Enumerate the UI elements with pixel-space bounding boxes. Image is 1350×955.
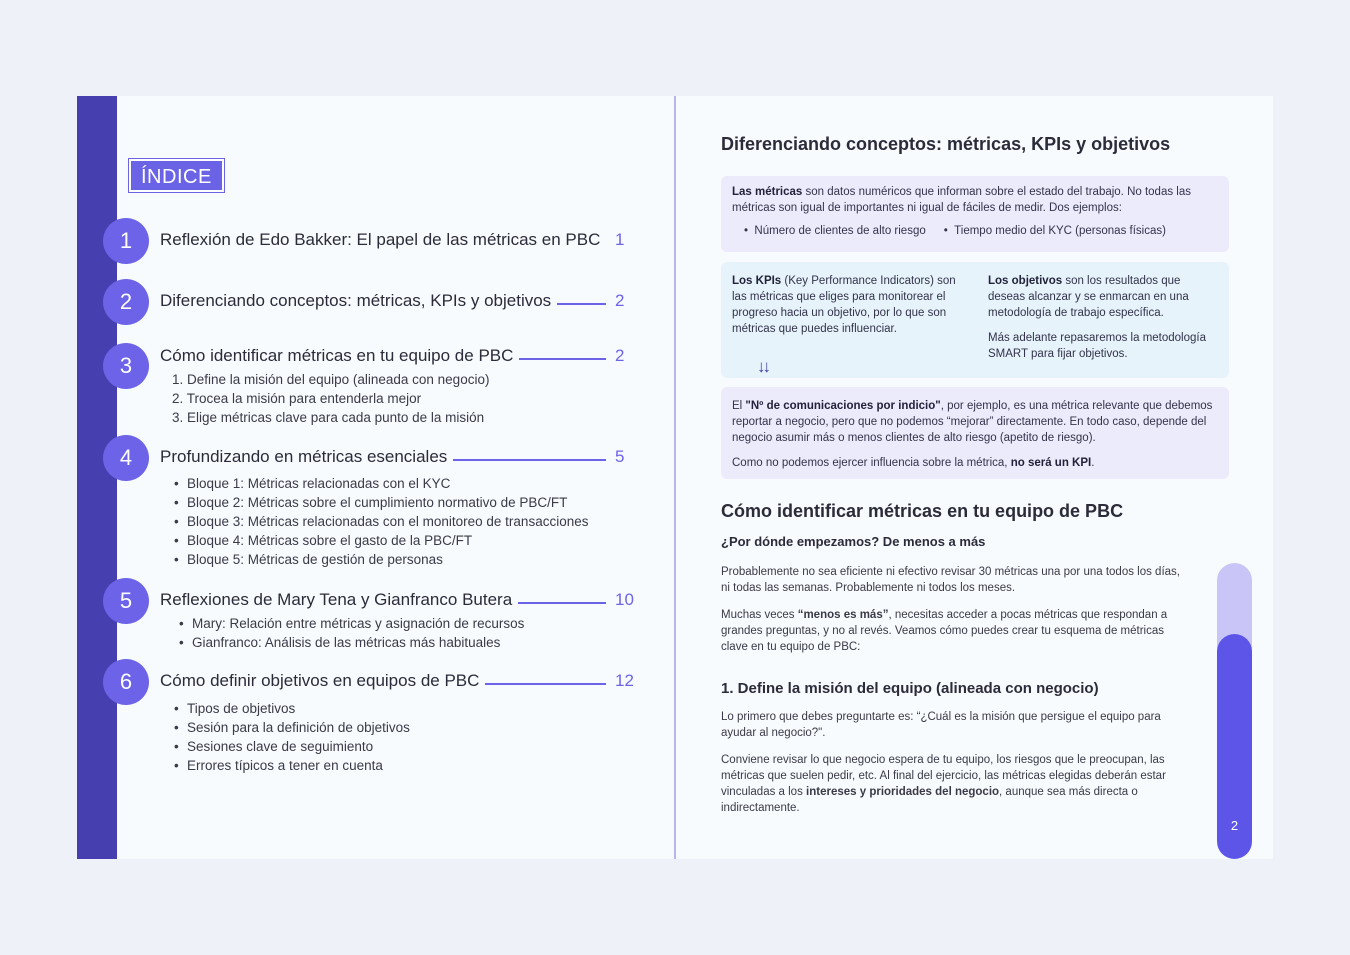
toc-leader-line — [519, 358, 606, 360]
page-number: 2 — [1230, 818, 1239, 833]
toc-page-number: 2 — [615, 291, 625, 310]
toc-leader-line — [485, 683, 606, 685]
toc-subitem: 2. Trocea la misión para entenderla mejor — [172, 391, 422, 406]
toc-subitem: • Sesiones clave de seguimiento — [172, 737, 410, 756]
conclusion-pre: Como no podemos ejercer influencia sobre la métrica, — [732, 457, 1011, 469]
down-arrows-icon: ↓↓ — [757, 357, 768, 376]
step-title: 1. Define la misión del equipo (alineada con negocio) — [721, 680, 1099, 697]
toc-subitem: • Bloque 5: Métricas de gestión de personas — [172, 550, 588, 569]
toc-number-badge: 5 — [103, 578, 149, 624]
toc-heading — [160, 230, 612, 250]
toc-page-number: 5 — [615, 447, 625, 466]
conclusion-bold: no será un KPI — [1010, 457, 1092, 469]
document-spread — [77, 96, 1273, 859]
paragraph: Probablemente no sea eficiente ni efectivo revisar 30 métricas una por una todos los días, ni todas las semanas. Probablemente ni todos los meses. — [721, 566, 1180, 594]
kpi-definition — [732, 273, 962, 337]
para-post: , necesitas acceder a pocas métricas que respondan a grandes preguntas, y no al revés. Veamos cómo puedes crear tu esquema de métricas clave en tu equipo de PBC: — [721, 609, 1168, 653]
toc-number-badge: 3 — [103, 343, 149, 389]
page-title: Diferenciando conceptos: métricas, KPIs y objetivos — [721, 134, 1171, 154]
example-item: • Tiempo medio del KYC (personas físicas) — [943, 225, 1166, 237]
toc-number-badge: 1 — [103, 218, 149, 264]
toc-subitem: • Bloque 3: Métricas relacionadas con el monitoreo de transacciones — [172, 512, 588, 531]
toc-title: Cómo identificar métricas en tu equipo de PBC — [160, 346, 514, 365]
toc-sublist — [172, 699, 410, 775]
toc-sublist — [177, 614, 524, 652]
metrics-examples — [732, 223, 1218, 239]
metrics-definition-box — [721, 176, 1229, 252]
toc-subitem: 3. Elige métricas clave para cada punto de la misión — [172, 410, 485, 425]
toc-sublist — [170, 370, 489, 427]
toc-title: Reflexión de Edo Bakker: El papel de las métricas en PBC — [160, 230, 601, 249]
toc-heading — [160, 590, 612, 610]
example-pre: El — [732, 400, 746, 412]
toc-title: Cómo definir objetivos en equipos de PBC — [160, 671, 480, 690]
toc-page-number: 2 — [615, 346, 625, 365]
para-pre: Conviene revisar lo que negocio espera de tu equipo, los riesgos que le preocupan, las métricas que suelen pedir, etc. Al final del ejercicio, las métricas elegidas deberán estar vinculadas a los — [721, 754, 1166, 798]
paragraph: Lo primero que debes preguntarte es: “¿Cuál es la misión que persigue el equipo para ayudar al negocio?". — [721, 711, 1161, 739]
kpi-term: Los KPIs — [732, 275, 782, 287]
toc-subitem: • Bloque 2: Métricas sobre el cumplimiento normativo de PBC/FT — [172, 493, 588, 512]
example-item: • Número de clientes de alto riesgo — [744, 225, 926, 237]
toc-number-badge: 4 — [103, 435, 149, 481]
toc-subitem: • Bloque 4: Métricas sobre el gasto de la PBC/FT — [172, 531, 588, 550]
para-pre: Muchas veces — [721, 609, 798, 621]
objectives-term: Los objetivos — [988, 275, 1063, 287]
toc-subitem: 1. Define la misión del equipo (alineada con negocio) — [172, 372, 490, 387]
conclusion-post: . — [1091, 457, 1095, 469]
toc-page-number: 12 — [615, 671, 634, 690]
objectives-text: son los resultados que deseas alcanzar y se enmarcan en una metodología de trabajo específica. — [988, 275, 1189, 319]
kpi-objectives-box — [721, 262, 1229, 378]
example-text: Tiempo medio del KYC (personas físicas) — [954, 225, 1166, 237]
para-post: , aunque sea más directa o indirectamente. — [721, 786, 1138, 814]
toc-heading — [160, 447, 612, 467]
objectives-definition — [988, 273, 1218, 362]
para-bold: intereses y prioridades del negocio — [806, 786, 1000, 798]
toc-subitem: • Errores típicos a tener en cuenta — [172, 756, 410, 775]
toc-subitem: • Sesión para la definición de objetivos — [172, 718, 410, 737]
left-accent-bar — [77, 96, 117, 859]
toc-page-number: 10 — [615, 590, 634, 609]
metrics-term: Las métricas — [732, 186, 803, 198]
example-text: Número de clientes de alto riesgo — [754, 225, 926, 237]
toc-title: Diferenciando conceptos: métricas, KPIs y objetivos — [160, 291, 552, 310]
page-divider — [674, 96, 676, 859]
toc-leader-line — [518, 602, 606, 604]
toc-subitem: • Gianfranco: Análisis de las métricas más habituales — [177, 633, 524, 652]
example-metric-name: "Nº de comunicaciones por indicio" — [745, 400, 941, 412]
example-box — [721, 387, 1229, 479]
toc-number-badge: 2 — [103, 279, 149, 325]
toc-subitem: • Bloque 1: Métricas relacionadas con el KYC — [172, 474, 588, 493]
metrics-text: son datos numéricos que informan sobre el estado del trabajo. No todas las métricas son igual de importantes ni igual de fáciles de medir. Dos ejemplos: — [732, 186, 1191, 214]
toc-sublist — [172, 474, 588, 569]
smart-note: Más adelante repasaremos la metodología SMART para fijar objetivos. — [988, 332, 1206, 360]
toc-title: Profundizando en métricas esenciales — [160, 447, 448, 466]
paragraph — [721, 607, 1186, 655]
objectives-text-block — [988, 273, 1218, 321]
toc-subitem: • Tipos de objetivos — [172, 699, 410, 718]
metrics-definition — [732, 184, 1218, 216]
section-title: Cómo identificar métricas en tu equipo de PBC — [721, 501, 1124, 521]
para-bold: “menos es más” — [797, 609, 889, 621]
index-heading: ÍNDICE — [129, 159, 224, 192]
example-paragraph — [732, 398, 1218, 446]
toc-leader-line — [453, 459, 606, 461]
toc-subitem: • Mary: Relación entre métricas y asignación de recursos — [177, 614, 524, 633]
kpi-text: (Key Performance Indicators) son las métricas que eliges para monitorear el progreso hacia un objetivo, por lo que son métricas que puedes influenciar. — [732, 275, 956, 335]
toc-heading — [160, 291, 612, 311]
example-conclusion — [732, 455, 1218, 471]
paragraph — [721, 752, 1186, 816]
toc-number-badge: 6 — [103, 659, 149, 705]
toc-page-number: 1 — [615, 230, 625, 249]
toc-title: Reflexiones de Mary Tena y Gianfranco Butera — [160, 590, 513, 609]
subsection-title: ¿Por dónde empezamos? De menos a más — [721, 534, 986, 549]
example-text: , por ejemplo, es una métrica relevante que debemos reportar a negocio, pero que no podemos “mejorar” directamente. En todo caso, depende del negocio asumir más o menos clientes de alto riesgo (apetito de riesgo). — [732, 400, 1213, 444]
toc-leader-line — [557, 303, 606, 305]
toc-heading — [160, 671, 612, 691]
toc-heading — [160, 346, 612, 366]
